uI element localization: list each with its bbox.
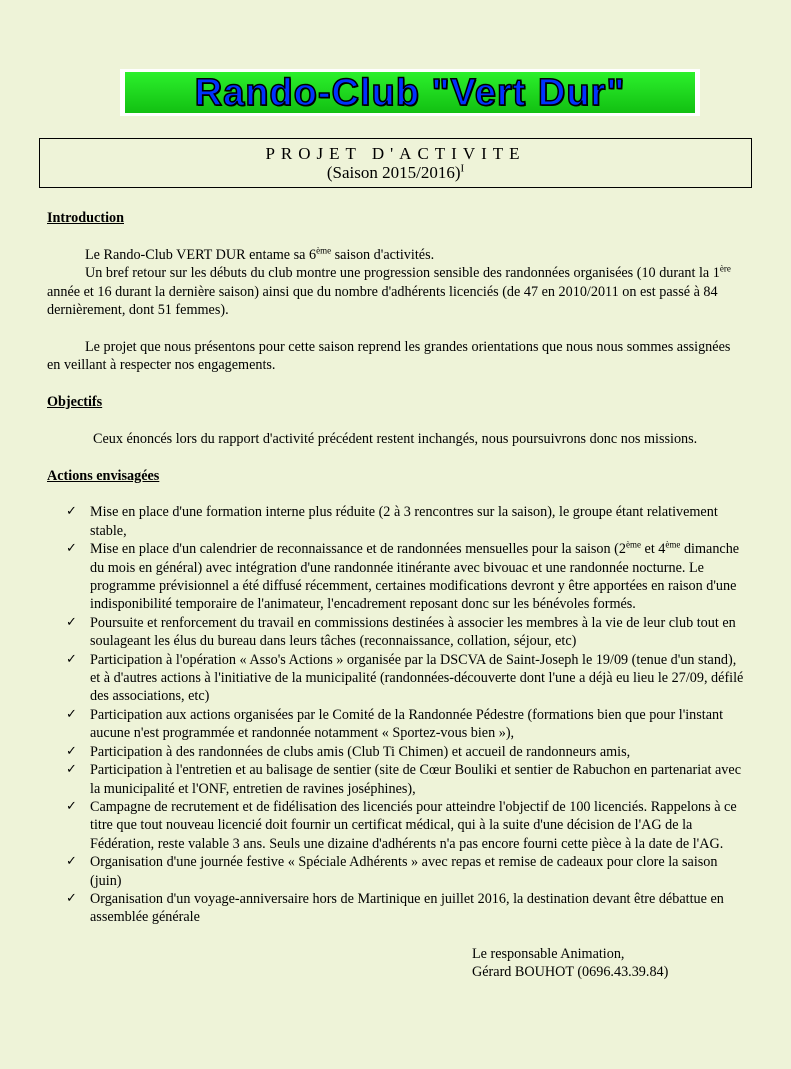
introduction-heading: Introduction bbox=[47, 210, 124, 226]
actions-list bbox=[47, 503, 747, 926]
list-item-text: Participation à des randonnées de clubs amis (Club Ti Chimen) et accueil de randonneurs amis, bbox=[90, 743, 631, 760]
intro-paragraph-3: Le projet que nous présentons pour cette saison reprend les grandes orientations que nous nous sommes assignées en veillant à respecter nos engagements. bbox=[47, 338, 731, 374]
list-item-text: Participation à l'entretien et au balisage de sentier (site de Cœur Bouliki et sentier de Rabuchon en partenariat avec la municipalité et l'ONF, entretien de ravines joséphines), bbox=[90, 762, 741, 797]
list-item-sup: ème bbox=[665, 539, 681, 550]
signature-block bbox=[472, 945, 747, 982]
list-item bbox=[66, 540, 747, 614]
list-item-sup: ème bbox=[625, 539, 641, 550]
list-item bbox=[66, 706, 747, 743]
list-item-text: Participation aux actions organisées par le Comité de la Randonnée Pédestre (formations bien que pour l'instant aucune n'est programmée et randonnée notamment « Sportez-vous bien »), bbox=[90, 706, 724, 742]
title-box bbox=[39, 138, 752, 188]
checkmark-icon: ✓ bbox=[66, 651, 77, 667]
list-item-text: Organisation d'un voyage-anniversaire hors de Martinique en juillet 2016, la destination devant être débattue en assemblée générale bbox=[90, 890, 724, 926]
signature-role: Le responsable Animation, bbox=[472, 945, 625, 962]
checkmark-icon: ✓ bbox=[66, 854, 77, 870]
checkmark-icon: ✓ bbox=[66, 890, 77, 906]
actions-heading: Actions envisagées bbox=[47, 467, 160, 484]
list-item-text: Mise en place d'une formation interne plus réduite (2 à 3 rencontres sur la saison), le groupe étant relativement stable, bbox=[90, 504, 718, 539]
page-title: PROJET D'ACTIVITE bbox=[265, 144, 526, 163]
list-item-text: Mise en place d'un calendrier de reconnaissance et de randonnées mensuelles pour la saison (2 bbox=[90, 541, 626, 558]
season-label: (Saison 2015/2016) bbox=[326, 163, 461, 182]
list-item-text: Participation à l'opération « Asso's Actions » organisée par la DSCVA de Saint-Joseph le 19/09 (tenue d'un stand), et à d'autres actions à l'initiative de la municipalité (randonnées-découverte dont l'une a déjà eu lieu le 27/09, défilé des associations, etc) bbox=[90, 651, 744, 705]
checkmark-icon: ✓ bbox=[66, 762, 77, 778]
intro-paragraph-2 bbox=[47, 264, 747, 319]
club-logo-text: Rando-Club "Vert Dur" bbox=[194, 71, 626, 114]
checkmark-icon: ✓ bbox=[66, 706, 77, 722]
intro-p1-sup: ème bbox=[316, 245, 332, 256]
list-item-text: Campagne de recrutement et de fidélisation des licenciés pour atteindre l'objectif de 100 licenciés. Rappelons à ce titre que tout nouveau licencié doit fournir un certificat médical, qui à la suite d'une décision de l'AG de la Fédération, reste valable 3 ans. Seuls une dizaine d'adhérents n'a pas encore fourni cette pièce à la date de l'AG. bbox=[90, 798, 737, 852]
footnote-mark: I bbox=[460, 162, 465, 175]
list-item bbox=[66, 798, 747, 853]
checkmark-icon: ✓ bbox=[66, 614, 77, 630]
document-body bbox=[47, 209, 747, 982]
checkmark-icon: ✓ bbox=[66, 504, 77, 520]
list-item-text: Organisation d'une journée festive « Spéciale Adhérents » avec repas et remise de cadeaux pour clore la saison (juin) bbox=[90, 854, 718, 889]
list-item bbox=[66, 890, 747, 927]
list-item bbox=[66, 503, 747, 540]
list-item-text: dimanche du mois en général) avec intégration d'une randonnée itinérante avec bivouac et une randonnée nocturne. Le programme prévisionnel a été diffusé récemment, certaines modifications devront y être apportées en raison d'une indisponibilité temporaire de l'animateur, l'encadrement reposant donc sur les bénévoles formés. bbox=[90, 541, 740, 613]
signature-name: Gérard BOUHOT (0696.43.39.84) bbox=[472, 964, 669, 981]
intro-p1-text-end: saison d'activités. bbox=[331, 246, 435, 263]
club-logo bbox=[120, 69, 700, 116]
intro-p1-text: Le Rando-Club VERT DUR entame sa 6 bbox=[85, 246, 317, 263]
list-item-text: et 4 bbox=[640, 541, 666, 558]
checkmark-icon: ✓ bbox=[66, 798, 77, 814]
page-subtitle bbox=[40, 163, 751, 183]
list-item bbox=[66, 853, 747, 890]
objectifs-paragraph: Ceux énoncés lors du rapport d'activité précédent restent inchangés, nous poursuivrons donc nos missions. bbox=[93, 430, 698, 447]
checkmark-icon: ✓ bbox=[66, 743, 77, 759]
list-item-text: Poursuite et renforcement du travail en commissions destinées à associer les membres à la vie de leur club tout en soulageant les élus du bureau dans leurs tâches (reconnaissance, collation, séjour, etc) bbox=[90, 614, 736, 650]
intro-paragraph-1 bbox=[47, 246, 747, 264]
intro-p2-sup: ère bbox=[719, 263, 731, 274]
intro-p2-text: Un bref retour sur les débuts du club montre une progression sensible des randonnées organisées (10 durant la 1 bbox=[85, 265, 720, 282]
club-logo-banner bbox=[125, 72, 695, 113]
objectifs-heading: Objectifs bbox=[47, 394, 103, 411]
list-item bbox=[66, 651, 747, 706]
checkmark-icon: ✓ bbox=[66, 541, 77, 557]
list-item bbox=[66, 761, 747, 798]
intro-p2-text-end: année et 16 durant la dernière saison) ainsi que du nombre d'adhérents licenciés (de 47 en 2010/2011 on est passé à 84 dernièrement, dont 51 femmes). bbox=[47, 283, 718, 319]
list-item bbox=[66, 614, 747, 651]
list-item bbox=[66, 743, 747, 761]
